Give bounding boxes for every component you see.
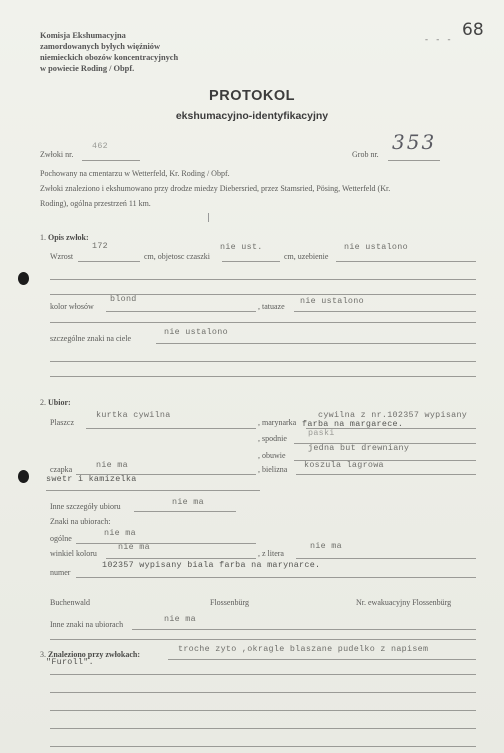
flossenburg-label: Flossenbürg: [210, 598, 249, 607]
inne-szczegoly-value: nie ma: [172, 497, 204, 507]
page-number-mark: - - -: [425, 34, 454, 44]
winkiel-value: nie ma: [118, 542, 150, 552]
grob-value: 353: [392, 130, 437, 154]
section-1-heading: [40, 233, 89, 242]
bielizna-value: koszula lagrowa: [304, 460, 384, 470]
plaszcz-value: kurtka cywilna: [96, 410, 171, 420]
ogolne-label: ogólne: [50, 534, 72, 543]
found-items-value-2: "Furoll".: [46, 657, 94, 667]
section-2-title: Ubior:: [48, 398, 71, 407]
zwloki-label: Zwłoki nr.: [40, 150, 74, 159]
found-location-line-1: Zwłoki znaleziono i ekshumowano przy drodze miedzy Diebersried, przez Stamsried, Pösing, Wetterfeld (Kr.: [40, 184, 391, 193]
section-1-number: 1.: [40, 233, 46, 242]
burial-place: Pochowany na cmentarzu w Wetterfeld, Kr. Roding / Obpf.: [40, 169, 230, 178]
czapka-value: nie ma: [96, 460, 128, 470]
uzebienie-value: nie ustalono: [344, 242, 408, 252]
section-2-number: 2.: [40, 398, 46, 407]
ogolne-value: nie ma: [104, 528, 136, 538]
document-subtitle: ekshumacyjno-identyfikacyjny: [175, 110, 329, 122]
header-line-2: zamordowanych byłych więźniów: [40, 42, 161, 51]
wzrost-value: 172: [92, 241, 108, 251]
litera-label: , z litera: [258, 549, 284, 558]
znaki-cialo-label: szczególne znaki na ciele: [50, 334, 132, 343]
znaki-cialo-value: nie ustalono: [164, 327, 228, 337]
header-line-1: Komisja Ekshumacyjna: [40, 31, 126, 40]
plaszcz-label: Plaszcz: [50, 418, 74, 427]
punch-hole-top: [18, 272, 29, 285]
section-2-heading: [40, 398, 71, 407]
kolor-value: blond: [110, 294, 137, 304]
punch-hole-bottom: [18, 470, 29, 483]
marynarka-value-1: cywilna z nr.102357 wypisany: [318, 410, 468, 420]
inne-znaki-value: nie ma: [164, 614, 196, 624]
czaszka-label: cm, objetosc czaszki: [144, 252, 210, 261]
document-title: PROTOKOL: [209, 88, 295, 104]
zwloki-value: 462: [92, 141, 108, 151]
obuwie-label: , obuwie: [258, 451, 286, 460]
obuwie-value: jedna but drewniany: [308, 443, 410, 453]
kolor-label: kolor włosów: [50, 302, 94, 311]
found-items-value-1: troche zyto ,okragle blaszane pudelko z napisem: [178, 644, 429, 654]
wzrost-label: Wzrost: [50, 252, 74, 261]
header-line-3: niemieckich obozów koncentracyjnych: [40, 53, 179, 62]
header-line-4: w powiecie Roding / Obpf.: [40, 64, 135, 73]
grob-label: Grob nr.: [352, 150, 379, 159]
ewakuacyjny-label: Nr. ewakuacyjny Flossenbürg: [356, 598, 452, 607]
spodnie-label: , spodnie: [258, 434, 287, 443]
bielizna-label: , bielizna: [258, 465, 288, 474]
page-number: 68: [462, 20, 484, 40]
commission-header: [40, 30, 178, 74]
swetr-value: swetr i kamizelka: [46, 474, 137, 484]
marynarka-value-2: farba na margarece.: [302, 419, 404, 429]
litera-value: nie ma: [310, 541, 342, 551]
znaki-ubiorach-heading: Znaki na ubiorach:: [50, 517, 111, 526]
found-location-line-2: Roding), ogólna przestrzeń 11 km.: [40, 199, 151, 208]
inne-znaki-label: Inne znaki na ubiorach: [50, 620, 124, 629]
inne-szczegoly-label: Inne szczegóły ubioru: [50, 502, 121, 511]
numer-value: 102357 wypisany biala farba na marynarce.: [102, 560, 321, 570]
czaszka-value: nie ust.: [220, 242, 263, 252]
czapka-label: czapka: [50, 465, 73, 474]
buchenwald-label: Buchenwald: [50, 598, 90, 607]
uzebienie-label: cm, uzebienie: [284, 252, 329, 261]
winkiel-label: winkiel koloru: [50, 549, 97, 558]
tatuaze-label: , tatuaze: [258, 302, 285, 311]
section-3-title: Znaleziono przy zwłokach:: [48, 650, 140, 659]
section-3-number: 3.: [40, 650, 46, 659]
section-1-title: Opis zwłok:: [48, 233, 89, 242]
tatuaze-value: nie ustalono: [300, 296, 364, 306]
marynarka-label: , marynarka: [258, 418, 297, 427]
numer-label: numer: [50, 568, 71, 577]
spodnie-value: paski: [308, 428, 335, 438]
